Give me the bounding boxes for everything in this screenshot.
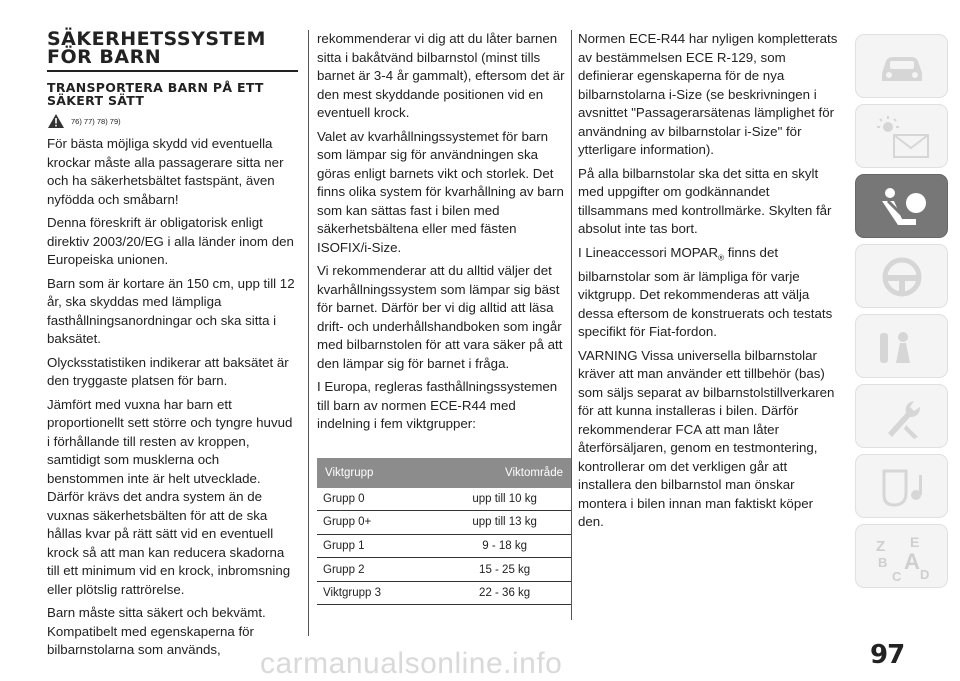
- paragraph: Jämfört med vuxna har barn ett proportionellt sett större och tyngre huvud i förhållande till resten av kroppen, samtidigt som musklerna och benstommen inte är helt utvecklade. Därför krävs det andra system än de vuxnas säkerhetsbälten för att de ska hållas kvar på rätt sätt vid en eventuell krock så att man kan reducera skadorna till ett minimum vid en krock, inbromsning eller plötslig rattrörelse.: [47, 396, 293, 597]
- warning-triangle-icon: [47, 113, 65, 129]
- seat-airbag-icon: [876, 185, 932, 231]
- section-subtitle: TRANSPORTERA BARN PÅ ETT SÄKERT SÄTT: [47, 80, 264, 108]
- engine-icon: [876, 325, 928, 371]
- page-number: 97: [870, 640, 905, 670]
- sidebar-tab-starting[interactable]: [855, 244, 948, 308]
- table-cell: upp till 10 kg: [438, 488, 571, 511]
- sidebar-tab-safety[interactable]: [855, 174, 948, 238]
- title-rule: [47, 70, 298, 72]
- sidebar-tab-car[interactable]: [855, 34, 948, 98]
- multimedia-icon: [876, 465, 928, 511]
- index-letter: B: [878, 555, 888, 570]
- paragraph-mopar: [578, 244, 840, 342]
- paragraph: VARNING Vissa universella bilbarnstolar kräver att man använder ett tillbehör (bas) som säljs separat av bilbarnstolstillverkaren för att kunna installeras i bilen. Därför rekommenderar FCA att man låter återförsäljaren, genom en testmontering, kontrollerar om det verkligen går att installera den bilbarnstol man önskar montera i bilen innan man faktiskt köper den.: [578, 347, 835, 530]
- paragraph: Normen ECE-R44 har nyligen kompletterats av bestämmelsen ECE R-129, som definierar egenskaperna för de nya bilbarnstolarna i-Size (se beskrivningen i avsnittet "Passagerarsätenas lämplighet för användning av bilbarnstolar i-Size" för ytterligare information).: [578, 31, 838, 157]
- table-header-row: [317, 458, 571, 488]
- paragraph: I Europa, regleras fasthållningssystemen till barn av normen ECE-R44 med indelning i fem viktgrupper:: [317, 379, 558, 431]
- paragraph: Denna föreskrift är obligatorisk enligt direktiv 2003/20/EG i alla länder inom den Europeiska unionen.: [47, 215, 294, 267]
- table-row: [317, 581, 571, 605]
- sidebar-tab-maintenance[interactable]: [855, 384, 948, 448]
- table-row: [317, 488, 571, 511]
- paragraph: Valet av kvarhållningssystemet för barn som lämpar sig för användningen ska göras enligt barnets vikt och storlek. Det finns olika system för kvarhållning av barn som kan sättas fast i bilen med säkerhetsbältena eller med fästen ISOFIX/i-Size.: [317, 128, 564, 255]
- column-1: [47, 30, 298, 665]
- table-header: Viktgrupp: [317, 458, 438, 488]
- column-2: [317, 30, 571, 605]
- sidebar-tab-index[interactable]: [855, 524, 948, 588]
- registered-mark-icon: ®: [718, 253, 725, 263]
- table-cell: Viktgrupp 3: [317, 581, 438, 605]
- paragraph: rekommenderar vi dig att du låter barnen sitta i bakåtvänd bilbarnstol (minst tills barnet är 3-4 år gammalt), eftersom det är den mest skyddande positionen vid en eventuell krock.: [317, 31, 565, 120]
- car-icon: [876, 45, 928, 89]
- paragraph: På alla bilbarnstolar ska det sitta en skylt med uppgifter om godkännandet tillsammans med kontrollmärke. Skylten får absolut inte tas bort.: [578, 165, 832, 236]
- sidebar-tab-warning-lights[interactable]: [855, 104, 948, 168]
- table-cell: 15 - 25 kg: [438, 558, 571, 582]
- table-row: [317, 534, 571, 558]
- warning-references: [47, 113, 298, 129]
- column-divider: [571, 30, 572, 620]
- paragraph: Olycksstatistiken indikerar att baksätet är den tryggaste platsen för barn.: [47, 354, 289, 388]
- sidebar-tab-emergency[interactable]: [855, 314, 948, 378]
- table-cell: upp till 13 kg: [438, 511, 571, 535]
- index-letter: A: [904, 549, 920, 574]
- index-letter: Z: [876, 538, 886, 555]
- table-row: [317, 511, 571, 535]
- table-cell: 9 - 18 kg: [438, 534, 571, 558]
- table-cell: Grupp 0+: [317, 511, 438, 535]
- mopar-text-start: I Lineaccessori MOPAR: [578, 244, 719, 260]
- paragraph: För bästa möjliga skydd vid eventuella krockar måste alla passagerare sitta ner och ha säkerhetsbältet fastspänt, även nyfödda och småbarn!: [47, 136, 284, 207]
- table-cell: 22 - 36 kg: [438, 581, 571, 605]
- table-cell: Grupp 2: [317, 558, 438, 582]
- index-icon: [876, 535, 936, 583]
- weight-group-table: [317, 458, 571, 606]
- index-letter: C: [892, 569, 902, 583]
- table-cell: Grupp 1: [317, 534, 438, 558]
- sidebar-tab-multimedia[interactable]: [855, 454, 948, 518]
- paragraph: Barn som är kortare än 150 cm, upp till 12 år, ska skyddas med lämpliga fasthållningsanordningar och ska sitta i baksätet.: [47, 275, 295, 346]
- section-title: SÄKERHETSSYSTEM FÖR BARN: [47, 28, 266, 68]
- paragraph: Barn måste sitta säkert och bekvämt. Kompatibelt med egenskaperna för bilbarnstolarna som används,: [47, 605, 266, 657]
- warning-refs-text: 76) 77) 78) 79): [71, 116, 121, 126]
- table-row: [317, 558, 571, 582]
- chapter-sidebar: [855, 34, 948, 594]
- table-header: Viktområde: [438, 458, 571, 488]
- wrench-icon: [876, 395, 928, 441]
- watermark: carmanualsonline.info: [260, 647, 563, 680]
- mopar-text-end: finns det bilbarnstolar som är lämpliga för varje viktgrupp. Det rekommenderas att välja dessa eftersom de konstruerats och testats specifikt för Fiat-fordon.: [578, 244, 833, 340]
- index-letter: E: [910, 535, 920, 550]
- column-divider: [308, 30, 309, 636]
- steering-wheel-icon: [876, 255, 928, 301]
- warning-lights-icon: [876, 115, 932, 161]
- table-cell: Grupp 0: [317, 488, 438, 511]
- column-3: [578, 30, 840, 537]
- paragraph: Vi rekommenderar att du alltid väljer det kvarhållningssystem som lämpar sig bäst för barnet. Därför ber vi dig alltid att läsa drift- och underhållshandboken som ingår med bilbarnstolen för att vara säker på att den lämpar sig för barnet i fråga.: [317, 263, 563, 371]
- index-letter: D: [920, 567, 930, 582]
